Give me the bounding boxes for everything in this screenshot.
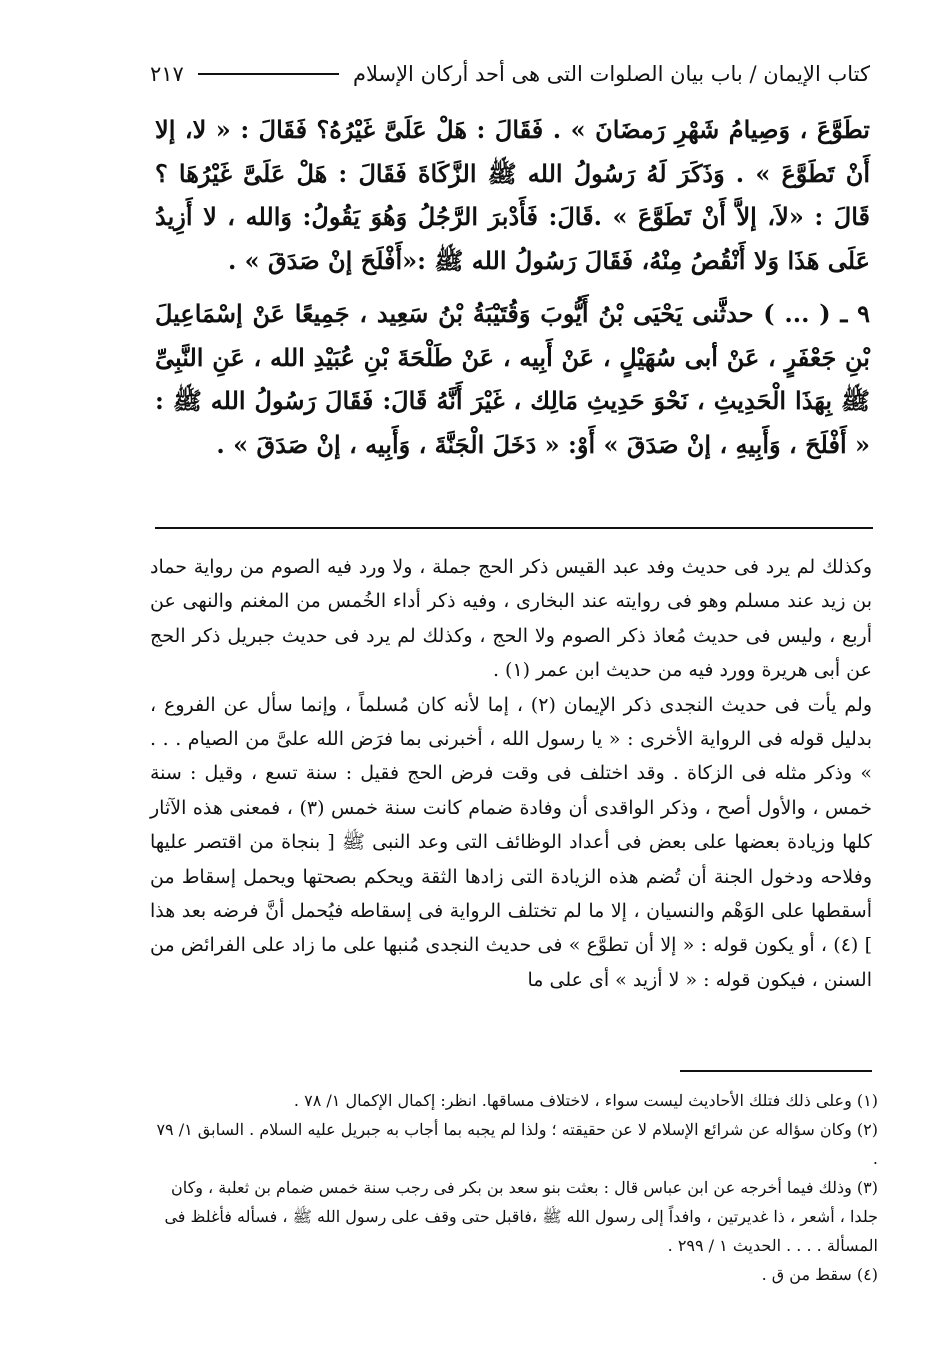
commentary-paragraph: وكذلك لم يرد فى حديث وفد عبد القيس ذكر الحج جملة ، ولا ورد فيه الصوم من رواية حماد بن زيد عند مسلم وهو فى روايته عند البخارى ، وفيه ذكر أداء الخُمس من المغنم والنهى عن أربع ، وليس فى حديث مُعاذ ذكر الصوم ولا الحج ، وكذلك لم يرد فى حديث جبريل ذكر الحج عن أبى هريرة وورد فيه من حديث ابن عمر (١) .	[150, 556, 872, 682]
header-rule	[198, 73, 339, 75]
footnotes	[150, 1086, 878, 1289]
footnotes-divider	[680, 1070, 872, 1072]
footnote: (٣) وذلك فيما أخرجه عن ابن عباس قال : بعثت بنو سعد بن بكر فى رجب سنة خمس ضمام بن ثعلبة ، وكان جلدا ، أشعر ، ذا غديرتين ، وافداً إلى رسول الله ﷺ ،فاقبل حتى وقف على رسول الله ﷺ ، فسأله فأغلظ فى المسألة . . . . الحديث ١ / ٢٩٩ .	[164, 1178, 878, 1255]
header-title: كتاب الإيمان / باب بيان الصلوات التى هى أحد أركان الإسلام	[352, 62, 870, 86]
commentary-text	[150, 550, 872, 997]
hadith-paragraph: تطَوَّعَ ، وَصِيامُ شَهْرِ رَمضَانَ » . فَقَالَ : هَلْ عَلَىَّ غَيْرُهُ؟ فَقَالَ : « لا، إلا أَنْ تَطَوَّعَ » . وَذَكَرَ لَهُ رَسُولُ الله ﷺ الزَّكَاةَ فَقَالَ : هَلْ عَلَىَّ غَيْرُهَا ؟ قَالَ : «لاَ، إلاَّ أَنْ تَطَوَّعَ » .قَالَ: فَأَدْبرَ الرَّجُلُ وَهُوَ يَقُولُ: وَالله ، لا أَزِيدُ عَلَى هَذَا وَلا أَنْقُصُ مِنْهُ، فَقَالَ رَسُولُ الله ﷺ :«أَفْلَحَ إنْ صَدَقَ » .	[155, 115, 870, 275]
page-number: ٢١٧	[150, 62, 184, 86]
running-header	[150, 56, 870, 92]
hadith-paragraph: ٩ ـ ( ... ) حدثَّنى يَحْيَى بْنُ أَيُّوبَ وَقُتَيْبَةُ بْنُ سَعِيد ، جَمِيعًا عَنْ إسْمَاعِيلَ بْنِ جَعْفَرٍ ، عَنْ أبى سُهَيْلٍ ، عَنْ أَبِيه ، عَنْ طَلْحَةَ بْنِ عُبَيْدِ الله ، عَنِ النَّبِىِّ ﷺ بِهَذَا الْحَدِيثِ ، نَحْوَ حَدِيثِ مَالِك ، غَيْرَ أَنَّهُ قَالَ: فَقَالَ رَسُولُ الله ﷺ : « أَفْلَحَ ، وَأَبِيهِ ، إنْ صَدَقَ » أَوْ: « دَخَلَ الْجَنَّةَ ، وَأَبِيه ، إنْ صَدَقَ » .	[155, 299, 870, 459]
footnote: (٤) سقط من ق .	[761, 1265, 878, 1284]
commentary-divider	[155, 527, 873, 529]
footnote: (٢) وكان سؤاله عن شرائع الإسلام لا عن حقيقته ؛ ولذا لم يجبه بما أجاب به جبريل عليه السلام . السابق ١/ ٧٩ .	[156, 1120, 878, 1168]
footnote: (١) وعلى ذلك فتلك الأحاديث ليست سواء ، لاختلاف مساقها. انظر: إكمال الإكمال ١/ ٧٨ .	[293, 1091, 878, 1110]
hadith-text	[155, 108, 870, 466]
commentary-paragraph: ولم يأت فى حديث النجدى ذكر الإيمان (٢) ، إما لأنه كان مُسلماً ، وإنما سأل عن الفروع ، بدليل قوله فى الرواية الأخرى : « يا رسول الله ، أخبرنى بما فرَض الله علىَّ من الصيام . . . » وذكر مثله فى الزكاة . وقد اختلف فى وقت فرض الحج فقيل : سنة تسع ، وقيل : سنة خمس ، والأول أصح ، وذكر الواقدى أن وفادة ضمام كانت سنة خمس (٣) ، فمعنى هذه الآثار كلها وزيادة بعضها على بعض فى أعداد الوظائف التى وعد النبى ﷺ [ بنجاة من اقتصر عليها وفلاحه ودخول الجنة أن تُضم هذه الزيادة التى زادها الثقة ويحكم بصحتها ويحمل إسقاط من أسقطها على الوَهْم والنسيان ، إلا ما لم تختلف الرواية فى إسقاطه فيُحمل أنَّ فرضه بعد هذا ] (٤) ، أو يكون قوله : « إلا أن تطوَّع » فى حديث النجدى مُنبها على ما زاد على الفرائض من السنن ، فيكون قوله : « لا أزيد » أى على ما	[150, 693, 873, 991]
